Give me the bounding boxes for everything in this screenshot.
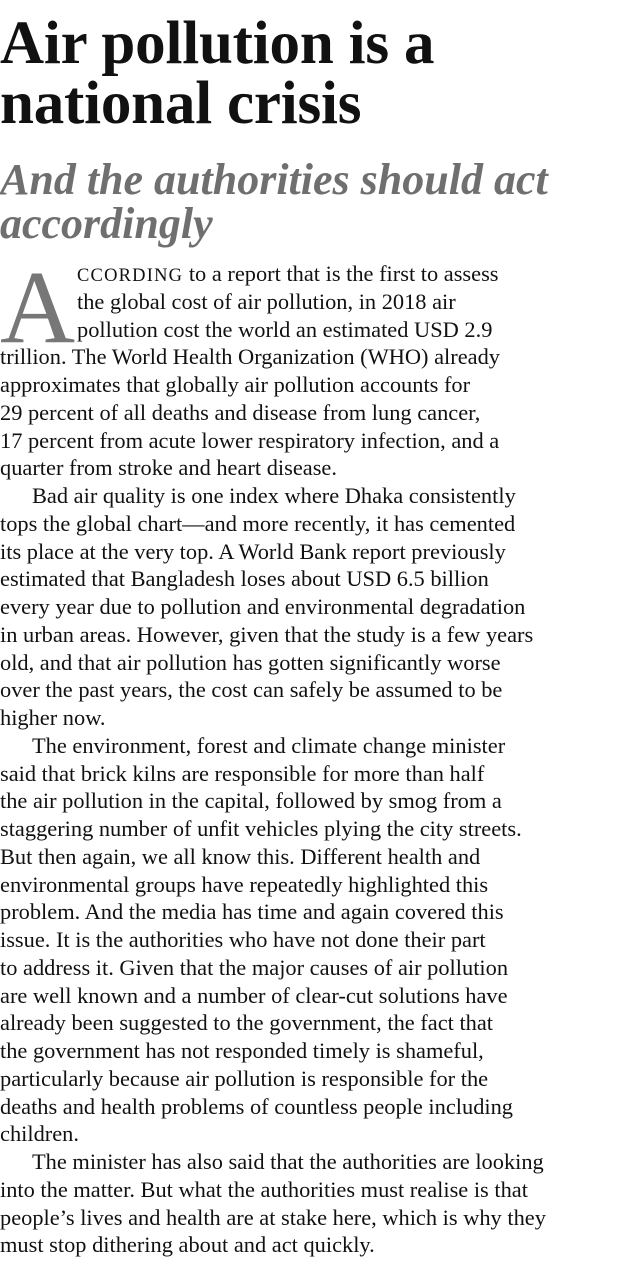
- headline: [0, 10, 629, 137]
- body-line: already been suggested to the government, the fact that: [0, 1010, 494, 1036]
- body-line: staggering number of unfit vehicles plying the city streets.: [0, 816, 522, 841]
- body-line: tops the global chart—and more recently, it has cemented: [0, 510, 516, 536]
- body-line: every year due to pollution and environmental degradation: [0, 594, 526, 619]
- body-line: The minister has also said that the authorities are looking: [32, 1149, 544, 1174]
- lead-smallcaps: CCORDING: [77, 266, 184, 286]
- body-line: environmental groups have repeatedly highlighted this: [0, 871, 489, 897]
- body-line: estimated that Bangladesh loses about USD 6.5 billion: [0, 566, 489, 592]
- subheadline-line: And the authorities should act: [0, 155, 548, 204]
- body-line: the air pollution in the capital, followed by smog from a: [0, 788, 502, 814]
- body-line: But then again, we all know this. Different health and: [0, 843, 481, 869]
- body-line: in urban areas. However, given that the study is a few years: [0, 621, 534, 647]
- body-line: old, and that air pollution has gotten significantly worse: [0, 649, 501, 675]
- body-line: approximates that globally air pollution accounts for: [0, 372, 471, 397]
- body-line: 17 percent from acute lower respiratory infection, and a: [0, 427, 500, 453]
- subheadline: [0, 155, 629, 248]
- body-line: the government has not responded timely is shameful,: [0, 1038, 484, 1063]
- body-line: the global cost of air pollution, in 2018 air: [77, 288, 456, 314]
- body-line-text: to a report that is the first to assess: [183, 261, 499, 286]
- body-line: deaths and health problems of countless people including: [0, 1093, 513, 1119]
- body-line: into the matter. But what the authorities must realise is that: [0, 1176, 528, 1202]
- body-line: issue. It is the authorities who have not done their part: [0, 927, 486, 952]
- body-line: must stop dithering about and act quickly.: [0, 1232, 375, 1258]
- drop-cap: A: [0, 250, 76, 365]
- body-line: 29 percent of all deaths and disease from lung cancer,: [0, 399, 481, 425]
- body-line: The environment, forest and climate change minister: [32, 732, 506, 758]
- body-line: said that brick kilns are responsible for more than half: [0, 760, 485, 786]
- body-line: particularly because air pollution is responsible for the: [0, 1065, 489, 1091]
- body-line: over the past years, the cost can safely be assumed to be: [0, 677, 503, 703]
- body-line: higher now.: [0, 705, 106, 730]
- body-line: children.: [0, 1121, 79, 1147]
- body-line: [0, 260, 629, 288]
- body-line: to address it. Given that the major causes of air pollution: [0, 954, 509, 980]
- body-line: are well known and a number of clear-cut solutions have: [0, 982, 508, 1008]
- body-line: people’s lives and health are at stake here, which is why they: [0, 1204, 546, 1230]
- body-line: problem. And the media has time and again covered this: [0, 899, 504, 925]
- headline-line: Air pollution is a: [0, 10, 435, 77]
- body-line: its place at the very top. A World Bank report previously: [0, 538, 506, 564]
- body-line: Bad air quality is one index where Dhaka consistently: [32, 483, 516, 508]
- subheadline-line: accordingly: [0, 199, 213, 248]
- body-line: quarter from stroke and heart disease.: [0, 455, 337, 481]
- article-body: [0, 250, 629, 1259]
- body-line: pollution cost the world an estimated USD 2.9: [77, 316, 493, 342]
- body-line: trillion. The World Health Organization (WHO) already: [0, 344, 500, 370]
- headline-line: national crisis: [0, 70, 362, 137]
